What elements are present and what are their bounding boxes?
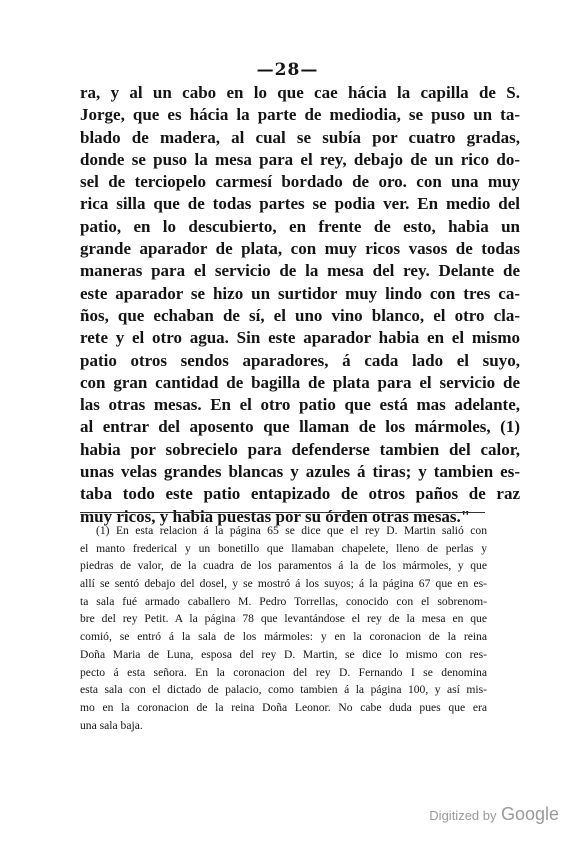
body-line: ños, que echaban de sí, el uno vino blanco, el otro cla- xyxy=(80,305,520,325)
footnote-line: allí se sentó debajo del dosel, y se mostró á los suyos; á la página 67 que en es- xyxy=(80,577,487,591)
footnote-line: (1) En esta relacion á la página 65 se dice que el rey D. Martin salió con xyxy=(96,524,487,537)
body-line: taba todo este patio entapizado de otros paños de raz xyxy=(80,484,520,504)
google-logo: Google xyxy=(500,804,559,824)
footnote-line: Doña Maria de Luna, esposa del rey D. Martin, se dice lo mismo con res- xyxy=(80,647,487,661)
body-line: Jorge, que es hácia la parte de mediodia, se puso un ta- xyxy=(80,105,520,125)
page-number: —28— xyxy=(256,60,319,80)
body-text xyxy=(80,82,520,528)
body-line: maneras para el servicio de la mesa del rey. Delante de xyxy=(80,261,520,281)
body-line: grande aparador de plata, con muy ricos vasos de todas xyxy=(80,239,520,259)
footnote-divider xyxy=(80,512,485,513)
body-line: al entrar del aposento que llaman de los mármoles, (1) xyxy=(80,417,520,437)
body-line: habia por sobrecielo para defenderse tambien del calor, xyxy=(80,439,520,459)
footnote xyxy=(80,522,487,734)
body-line: con gran cantidad de bagilla de plata para el servicio de xyxy=(80,372,520,392)
footnote-line: bre del rey Petit. A la página 78 que levantándose el rey de la mesa en que xyxy=(80,612,487,626)
body-line: ra, y al un cabo en lo que cae hácia la capilla de S. xyxy=(80,83,520,102)
footnote-line: una sala baja. xyxy=(80,718,143,732)
body-line: rica silla que de todas partes se podia ver. En medio del xyxy=(80,194,520,214)
body-line: las otras mesas. En el otro patio que está mas adelante, xyxy=(80,395,520,415)
footnote-line: pecto á esta señora. En la coronacion del rey D. Fernando I se denomina xyxy=(80,665,487,679)
footnote-line: ta sala fué armado caballero M. Pedro Torrellas, conocido con el sobrenom- xyxy=(80,594,487,608)
footnote-line: comió, se entró á la sala de los mármoles: y en la coronacion de la reina xyxy=(80,630,487,644)
body-line: sel de terciopelo carmesí bordado de oro. con una muy xyxy=(80,172,520,192)
body-line: rete y el otro agua. Sin este aparador habia en el mismo xyxy=(80,328,520,348)
footnote-line: el manto frederical y un bonetillo que llamaban chapelete, lleno de perlas y xyxy=(80,541,487,555)
footnote-line: mo en la coronacion de la reina Doña Leonor. No cabe duda pues que era xyxy=(80,700,487,714)
body-line: blado de madera, al cual se subía por cuatro gradas, xyxy=(80,127,520,147)
footnote-line: piedras de valor, de la cuadra de los paramentos á la de los mármoles, y que xyxy=(80,559,487,573)
body-line: donde se puso la mesa para el rey, debajo de un rico do- xyxy=(80,149,520,169)
body-line: muy ricos, y habia puestas por su órden otras mesas." xyxy=(80,506,471,526)
footnote-line: esta sala con el dictado de palacio, como tambien á la página 100, y así mis- xyxy=(80,683,487,697)
digitized-by-watermark xyxy=(429,804,559,825)
body-line: patio otros sendos aparadores, á cada lado el suyo, xyxy=(80,350,520,370)
body-line: unas velas grandes blancas y azules á tiras; y tambien es- xyxy=(80,462,520,482)
body-line: este aparador se hizo un surtidor muy lindo con tres ca- xyxy=(80,283,520,303)
watermark-prefix: Digitized by xyxy=(429,808,497,823)
body-line: patio, en lo descubierto, en frente de esto, habia un xyxy=(80,216,520,236)
